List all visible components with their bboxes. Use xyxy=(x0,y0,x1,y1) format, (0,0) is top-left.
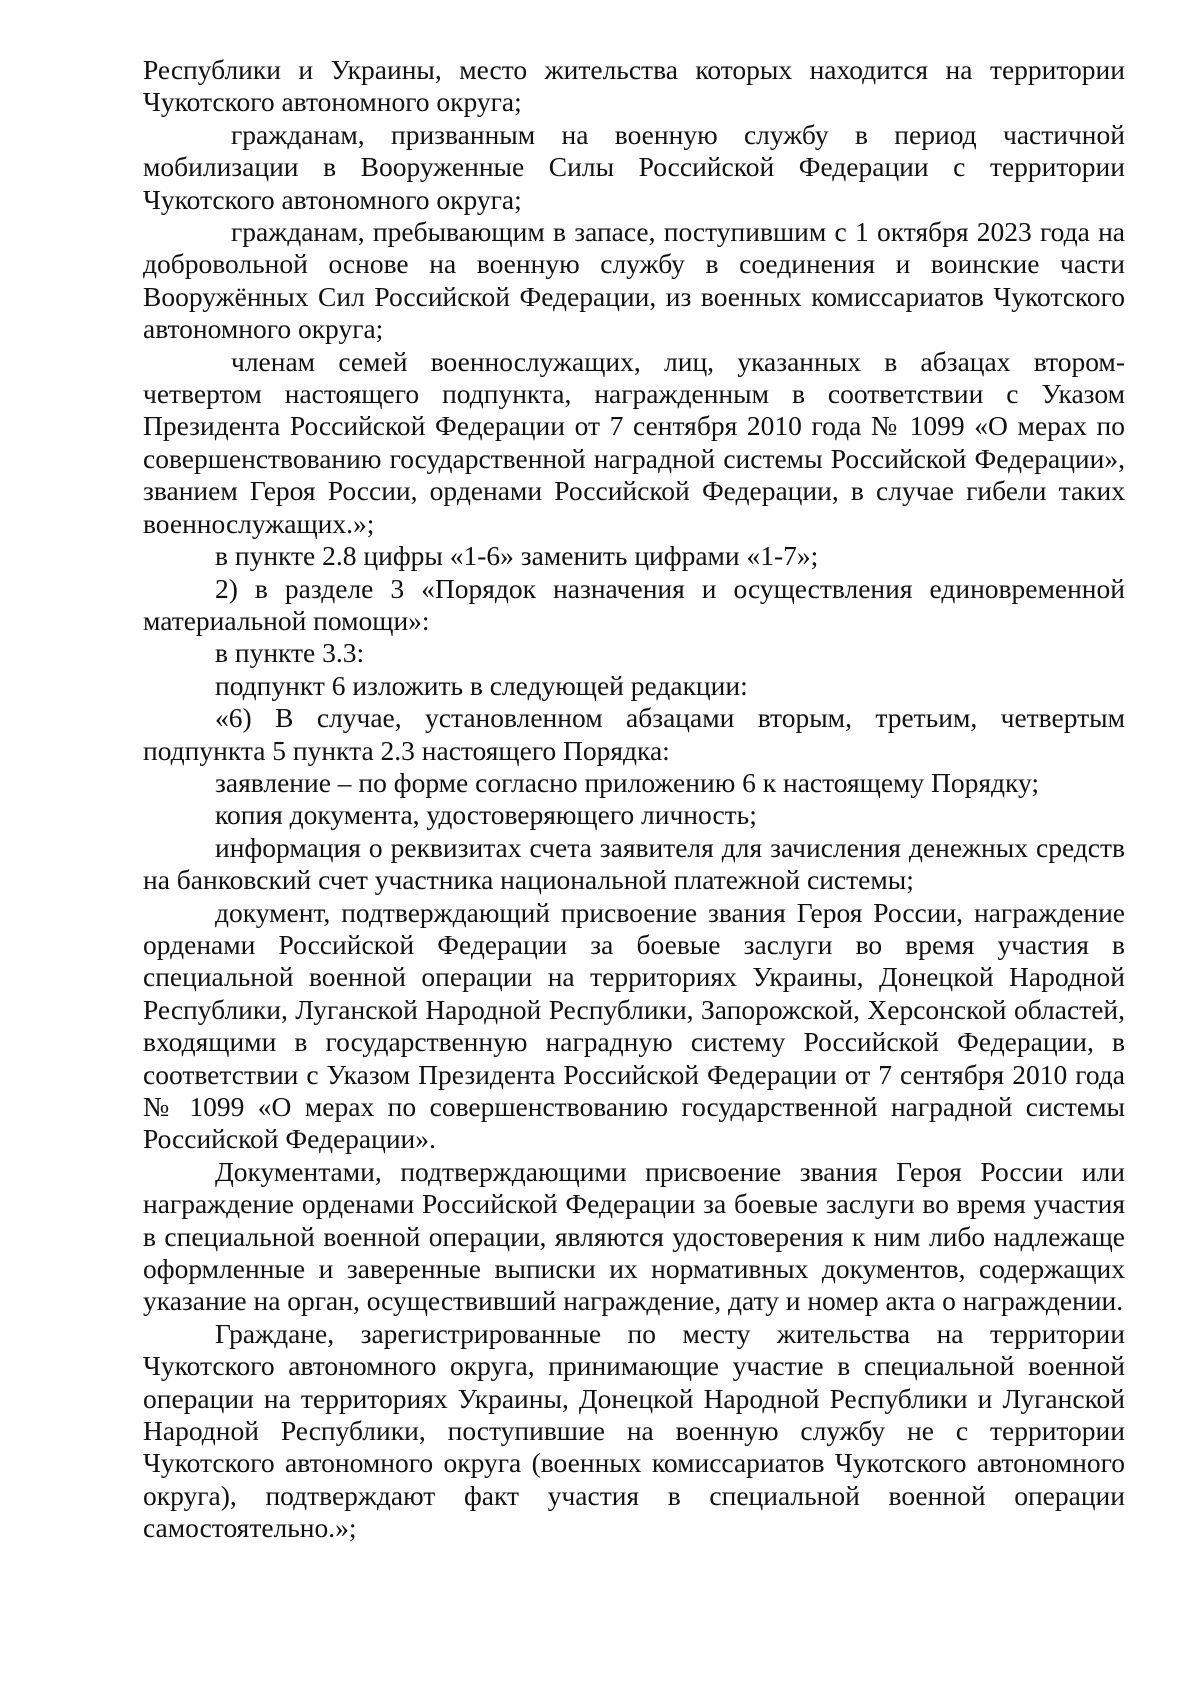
paragraph-registered-citizens: Граждане, зарегистрированные по месту жительства на территории Чукотского автономного округа, принимающие участие в специальной военной операции на территориях Украины, Донецкой Народной Республики и Луганской Народной Республики, поступившие на военную службу не с территории Чукотского автономного округа (военных комиссариатов Чукотского автономного округа), подтверждают факт участия в специальной военной операции самостоятельно.»; xyxy=(143,1317,1125,1544)
paragraph-mobilized-citizens: гражданам, призванным на военную службу в период частичной мобилизации в Вооруженные Силы Российской Федерации с территории Чукотского автономного округа; xyxy=(143,118,1125,215)
paragraph-award-document: документ, подтверждающий присвоение звания Героя России, награждение орденами Российской Федерации за боевые заслуги во время участия в специальной военной операции на территориях Украины, Донецкой Народной Республики, Луганской Народной Республики, Запорожской, Херсонской областей, входящими в государственную наградную систему Российской Федерации, в соответствии с Указом Президента Российской Федерации от 7 сентября 2010 года № 1099 «О мерах по совершенствованию государственной наградной системы Российской Федерации». xyxy=(143,896,1125,1155)
paragraph-bank-details: информация о реквизитах счета заявителя для зачисления денежных средств на банковский счет участника национальной платежной системы; xyxy=(143,831,1125,896)
paragraph-reserve-volunteers: гражданам, пребывающим в запасе, поступившим с 1 октября 2023 года на добровольной основе на военную службу в соединения и воинские части Вооружённых Сил Российской Федерации, из военных комиссариатов Чукотского автономного округа; xyxy=(143,216,1125,345)
paragraph-item-3-3: в пункте 3.3: xyxy=(215,637,365,669)
paragraph-continuation: Республики и Украины, место жительства которых находится на территории Чукотского автономного округа; xyxy=(143,54,1125,118)
paragraph-award-proof: Документами, подтверждающими присвоение звания Героя России или награждение орденами Российской Федерации за боевые заслуги во время участия в специальной военной операции, являются удостоверения к ним либо надлежаще оформленные и заверенные выписки их нормативных документов, содержащих указание на орган, осуществивший награждение, дату и номер акта о награждении. xyxy=(143,1155,1125,1317)
paragraph-subitem-6: «6) В случае, установленном абзацами вторым, третьим, четвертым подпункта 5 пункта 2.3 настоящего Порядка: xyxy=(143,702,1125,766)
paragraph-item-2-8: в пункте 2.8 цифры «1-6» заменить цифрами «1-7»; xyxy=(215,540,819,572)
paragraph-section-3: 2) в разделе 3 «Порядок назначения и осуществления единовременной материальной помощи»: xyxy=(143,572,1125,636)
paragraph-subitem-6-intro: подпункт 6 изложить в следующей редакции: xyxy=(215,669,748,701)
paragraph-application: заявление – по форме согласно приложению 6 к настоящему Порядку; xyxy=(215,766,1040,798)
paragraph-family-members: членам семей военнослужащих, лиц, указанных в абзацах втором-четвертом настоящего подпункта, награжденным в соответствии с Указом Президента Российской Федерации от 7 сентября 2010 года № 1099 «О мерах по совершенствованию государственной наградной системы Российской Федерации», званием Героя России, орденами Российской Федерации, в случае гибели таких военнослужащих.»; xyxy=(143,345,1125,539)
document-page xyxy=(143,54,1125,1545)
paragraph-id-copy: копия документа, удостоверяющего личность; xyxy=(215,799,757,831)
